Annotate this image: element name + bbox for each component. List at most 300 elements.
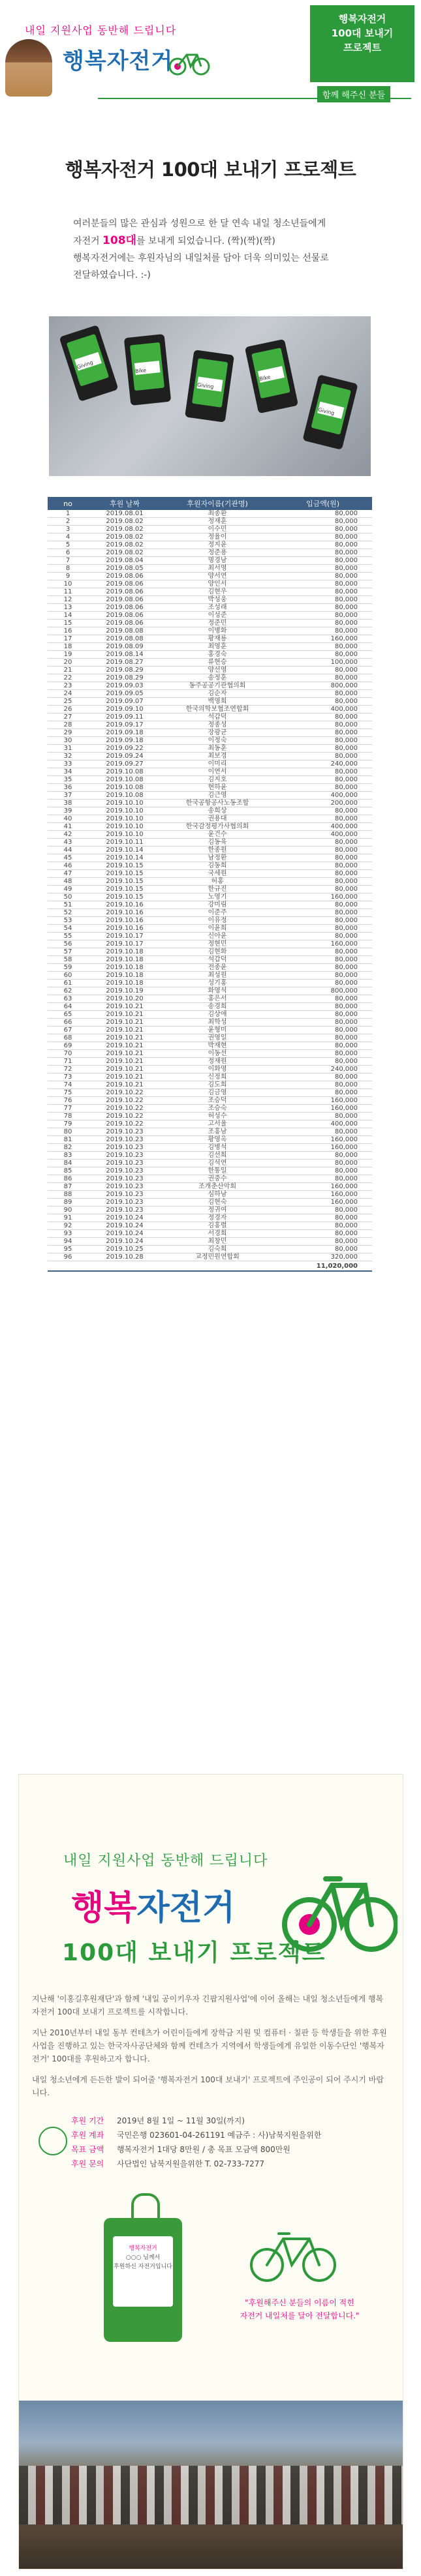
cell-no: 11 (48, 588, 88, 596)
cell-date: 2019.08.08 (88, 635, 161, 643)
cell-donor: 조승숙 (161, 1105, 273, 1113)
cell-no: 42 (48, 831, 88, 839)
cell-donor: 최영훈 (161, 643, 273, 651)
cell-no: 47 (48, 870, 88, 878)
cell-date: 2019.10.22 (88, 1089, 161, 1097)
cell-donor: 정준용 (161, 549, 273, 557)
intro-line-2: 자전거 108대를 보내게 되었습니다. (짝)(짝)(짝) (73, 234, 275, 247)
cell-date: 2019.10.28 (88, 1253, 161, 1261)
banner-box-line-2: 100대 보내기 (331, 27, 394, 39)
cell-amount: 80,000 (273, 533, 372, 541)
table-row (48, 510, 372, 518)
cell-donor: 동주공공기관협의회 (161, 682, 273, 690)
cell-donor: 한규진 (161, 886, 273, 893)
cell-donor: 김동육 (161, 839, 273, 846)
cell-date: 2019.10.10 (88, 831, 161, 839)
col-date: 후원 날짜 (88, 497, 161, 510)
cell-date: 2019.10.23 (88, 1206, 161, 1214)
cell-no: 13 (48, 604, 88, 612)
name-tag-card: Bike (245, 339, 298, 414)
cell-date: 2019.09.18 (88, 729, 161, 737)
cell-date: 2019.10.21 (88, 1019, 161, 1026)
cell-no: 94 (48, 1238, 88, 1246)
cell-date: 2019.10.08 (88, 768, 161, 776)
cell-amount: 80,000 (273, 776, 372, 784)
cell-amount: 80,000 (273, 862, 372, 870)
cell-no: 82 (48, 1144, 88, 1152)
cell-amount: 800,000 (273, 682, 372, 690)
table-row (48, 1246, 372, 1253)
table-row (48, 980, 372, 987)
cell-date: 2019.10.25 (88, 1246, 161, 1253)
cell-donor: 한국의학보협조연합회 (161, 706, 273, 713)
cell-amount: 80,000 (273, 580, 372, 588)
cell-amount: 80,000 (273, 1050, 372, 1058)
cell-amount: 80,000 (273, 753, 372, 760)
cell-no: 59 (48, 964, 88, 972)
cell-no: 84 (48, 1160, 88, 1167)
cell-donor: 심하남 (161, 1191, 273, 1199)
table-row (48, 635, 372, 643)
cell-donor: 조성래 (161, 604, 273, 612)
cell-no: 14 (48, 612, 88, 620)
cell-amount: 80,000 (273, 948, 372, 956)
table-row (48, 901, 372, 909)
table-row (48, 1034, 372, 1042)
table-row (48, 1160, 372, 1167)
cell-date: 2019.10.18 (88, 972, 161, 980)
cell-donor: 최종환 (161, 510, 273, 518)
cell-donor: 황영옥 (161, 1136, 273, 1144)
table-row (48, 893, 372, 901)
cell-donor: 한통일 (161, 1167, 273, 1175)
cell-amount: 160,000 (273, 1105, 372, 1113)
cell-no: 51 (48, 901, 88, 909)
cell-amount: 80,000 (273, 1222, 372, 1230)
cell-no: 56 (48, 940, 88, 948)
cell-no: 9 (48, 573, 88, 580)
cell-donor: 이병화 (161, 627, 273, 635)
cell-donor: 서경희 (161, 1230, 273, 1238)
cell-date: 2019.08.05 (88, 565, 161, 573)
cell-amount: 80,000 (273, 1034, 372, 1042)
cell-date: 2019.10.23 (88, 1199, 161, 1206)
cell-amount: 80,000 (273, 518, 372, 526)
cell-date: 2019.09.22 (88, 745, 161, 753)
poster-title (71, 1880, 235, 1929)
cell-date: 2019.10.16 (88, 901, 161, 909)
cell-date: 2019.10.11 (88, 839, 161, 846)
cell-amount: 80,000 (273, 854, 372, 862)
cell-donor: 박재현 (161, 1042, 273, 1050)
cell-amount: 80,000 (273, 1042, 372, 1050)
cell-amount: 80,000 (273, 1128, 372, 1136)
cell-amount: 80,000 (273, 980, 372, 987)
cell-amount: 240,000 (273, 760, 372, 768)
cell-date: 2019.10.15 (88, 862, 161, 870)
table-row (48, 580, 372, 588)
cell-donor: 박성웅 (161, 596, 273, 604)
table-row (48, 1175, 372, 1183)
cell-amount: 80,000 (273, 839, 372, 846)
cell-amount: 80,000 (273, 526, 372, 533)
cell-no: 66 (48, 1019, 88, 1026)
cell-donor: 남정환 (161, 854, 273, 862)
cell-no: 16 (48, 627, 88, 635)
cell-date: 2019.09.10 (88, 706, 161, 713)
poster-desc-1: 지난해 '이홍길후원재단'과 함께 '내일 공이키우자 긴팝지원사업'에 이어 올해는 내일 청소년들에게 행복자전거 100대 보내기 프로젝트를 시작합니다. (32, 1994, 384, 2016)
cell-donor: 한종원 (161, 846, 273, 854)
table-body (48, 510, 372, 1271)
cell-donor: 최성원 (161, 972, 273, 980)
cell-donor: 국세원 (161, 870, 273, 878)
table-row (48, 596, 372, 604)
cell-date: 2019.10.23 (88, 1152, 161, 1160)
cell-donor: 강미림 (161, 901, 273, 909)
cell-no: 80 (48, 1128, 88, 1136)
cell-amount: 80,000 (273, 1073, 372, 1081)
cell-date: 2019.08.06 (88, 596, 161, 604)
cell-donor: 이화영 (161, 1066, 273, 1073)
cell-no: 76 (48, 1097, 88, 1105)
cell-donor: 이미리 (161, 760, 273, 768)
intro-line-1: 여러분들의 많은 관심과 성원으로 한 달 연속 내일 청소년들에게 (73, 218, 326, 229)
cell-donor: 장광균 (161, 729, 273, 737)
banner-title-b: 자전거 (106, 48, 174, 74)
cell-amount: 80,000 (273, 549, 372, 557)
table-row (48, 674, 372, 682)
cell-date: 2019.10.18 (88, 956, 161, 964)
cell-date: 2019.10.17 (88, 933, 161, 940)
cell-no: 15 (48, 620, 88, 627)
table-row (48, 839, 372, 846)
cell-no: 45 (48, 854, 88, 862)
info-goal: 목표 금액 행복자전거 1대당 8만원 / 총 목표 모금액 800만원 (71, 2145, 290, 2154)
table-row (48, 659, 372, 666)
table-row (48, 1152, 372, 1160)
intro-line-4: 전달하였습니다. :-) (73, 270, 151, 280)
bike-icon (168, 46, 210, 77)
info-contact: 후원 문의 사단법인 남북지원을위한 T. 02-733-7277 (71, 2159, 265, 2168)
name-tag-card: Bike (124, 334, 172, 406)
cell-date: 2019.10.21 (88, 1081, 161, 1089)
cell-donor: 김병석 (161, 1144, 273, 1152)
cell-date: 2019.08.06 (88, 588, 161, 596)
cell-donor: 화영석 (161, 987, 273, 995)
cell-amount: 80,000 (273, 1026, 372, 1034)
cell-donor: 교정민원연합회 (161, 1253, 273, 1261)
cell-amount: 400,000 (273, 1120, 372, 1128)
table-row (48, 1199, 372, 1206)
cell-date: 2019.10.24 (88, 1222, 161, 1230)
table-row (48, 933, 372, 940)
cell-amount: 80,000 (273, 1160, 372, 1167)
table-row (48, 620, 372, 627)
cell-amount: 80,000 (273, 964, 372, 972)
cell-amount: 80,000 (273, 846, 372, 854)
cell-donor: 조승덕 (161, 1097, 273, 1105)
cell-donor: 양서연 (161, 573, 273, 580)
cell-amount: 400,000 (273, 831, 372, 839)
cell-amount: 200,000 (273, 800, 372, 807)
cell-amount: 160,000 (273, 1199, 372, 1206)
cell-date: 2019.08.02 (88, 549, 161, 557)
cell-donor: 권영일 (161, 1034, 273, 1042)
table-row (48, 964, 372, 972)
cell-donor: 정재원 (161, 1058, 273, 1066)
cell-no: 85 (48, 1167, 88, 1175)
cell-amount: 80,000 (273, 995, 372, 1003)
table-row (48, 815, 372, 823)
table-row (48, 807, 372, 815)
cell-donor: 석갑덕 (161, 713, 273, 721)
table-row (48, 690, 372, 698)
table-row (48, 948, 372, 956)
cell-amount: 80,000 (273, 768, 372, 776)
cell-amount: 80,000 (273, 674, 372, 682)
table-row (48, 823, 372, 831)
table-row (48, 1073, 372, 1081)
cell-amount: 80,000 (273, 573, 372, 580)
cell-no: 70 (48, 1050, 88, 1058)
cell-no: 41 (48, 823, 88, 831)
cell-no: 55 (48, 933, 88, 940)
cell-date: 2019.10.23 (88, 1136, 161, 1144)
cell-amount: 80,000 (273, 612, 372, 620)
cell-amount: 80,000 (273, 784, 372, 792)
cell-donor: 정현민 (161, 940, 273, 948)
cell-donor: 정율이 (161, 533, 273, 541)
cell-amount: 80,000 (273, 1019, 372, 1026)
table-row (48, 604, 372, 612)
cell-donor: 이성준 (161, 612, 273, 620)
cell-donor: 윤건수 (161, 831, 273, 839)
table-row (48, 1058, 372, 1066)
table-header-row (48, 497, 372, 510)
hands-icon (39, 2127, 67, 2155)
banner-box-line-3: 프로젝트 (343, 42, 381, 53)
cell-no: 10 (48, 580, 88, 588)
table-row (48, 1144, 372, 1152)
cell-date: 2019.09.27 (88, 760, 161, 768)
cell-no: 6 (48, 549, 88, 557)
cell-amount: 80,000 (273, 1238, 372, 1246)
intro-text (73, 215, 347, 284)
table-row (48, 737, 372, 745)
cell-no: 92 (48, 1222, 88, 1230)
cell-donor: 고서율 (161, 1120, 273, 1128)
table-row (48, 698, 372, 706)
table-row (48, 972, 372, 980)
project-poster (18, 1774, 403, 2569)
table-row (48, 745, 372, 753)
cell-no: 4 (48, 533, 88, 541)
cell-date: 2019.10.10 (88, 800, 161, 807)
cell-date: 2019.10.23 (88, 1175, 161, 1183)
tag-strap (131, 2193, 160, 2228)
bike-outline-icon (247, 2224, 339, 2283)
cell-date: 2019.09.11 (88, 713, 161, 721)
cell-no: 25 (48, 698, 88, 706)
cell-date: 2019.10.24 (88, 1238, 161, 1246)
cell-no: 17 (48, 635, 88, 643)
cell-no: 79 (48, 1120, 88, 1128)
cell-no: 21 (48, 666, 88, 674)
cell-amount: 80,000 (273, 745, 372, 753)
cell-amount: 80,000 (273, 972, 372, 980)
cell-donor: 신정희 (161, 1073, 273, 1081)
table-row (48, 1222, 372, 1230)
cell-donor: 정지윤 (161, 541, 273, 549)
cell-amount: 160,000 (273, 1136, 372, 1144)
table-row (48, 1011, 372, 1019)
table-row (48, 1019, 372, 1026)
cell-no: 74 (48, 1081, 88, 1089)
cell-no: 72 (48, 1066, 88, 1073)
table-row (48, 1113, 372, 1120)
table-row (48, 846, 372, 854)
cell-amount: 160,000 (273, 1183, 372, 1191)
table-row (48, 666, 372, 674)
cell-donor: 김금영 (161, 1089, 273, 1097)
cell-amount: 80,000 (273, 878, 372, 886)
cell-no: 61 (48, 980, 88, 987)
cell-no: 62 (48, 987, 88, 995)
cell-amount: 80,000 (273, 565, 372, 573)
cell-no: 26 (48, 706, 88, 713)
table-row (48, 870, 372, 878)
cell-date: 2019.10.23 (88, 1144, 161, 1152)
cell-amount: 400,000 (273, 792, 372, 800)
table-row (48, 776, 372, 784)
cell-no: 81 (48, 1136, 88, 1144)
cell-date: 2019.10.22 (88, 1113, 161, 1120)
cell-donor: 한국감정평가사협의회 (161, 823, 273, 831)
cell-donor: 정재훈 (161, 518, 273, 526)
cell-amount: 80,000 (273, 1230, 372, 1238)
cell-date: 2019.10.15 (88, 878, 161, 886)
cell-donor: 이윤희 (161, 925, 273, 933)
cell-date: 2019.10.18 (88, 948, 161, 956)
cell-date: 2019.10.15 (88, 893, 161, 901)
intro-bike-count: 108대 (102, 234, 136, 247)
cell-donor: 최서영 (161, 565, 273, 573)
cell-date: 2019.08.02 (88, 526, 161, 533)
table-total-row (48, 1261, 372, 1272)
cell-no: 46 (48, 862, 88, 870)
table-row (48, 800, 372, 807)
cell-amount: 80,000 (273, 1214, 372, 1222)
cell-no: 53 (48, 917, 88, 925)
cell-amount: 80,000 (273, 510, 372, 518)
cell-no: 67 (48, 1026, 88, 1034)
cell-date: 2019.10.21 (88, 1026, 161, 1034)
cell-no: 90 (48, 1206, 88, 1214)
name-tag-card: Giving (185, 350, 234, 423)
cell-amount: 80,000 (273, 1206, 372, 1214)
cell-amount: 80,000 (273, 1081, 372, 1089)
cell-donor: 권중수 (161, 1175, 273, 1183)
cell-amount: 80,000 (273, 627, 372, 635)
cell-no: 44 (48, 846, 88, 854)
cell-donor: 이유정 (161, 917, 273, 925)
cell-amount: 80,000 (273, 1113, 372, 1120)
cell-donor: 송희상 (161, 807, 273, 815)
table-row (48, 1066, 372, 1073)
page-title: 행복자전거 100대 보내기 프로젝트 (65, 158, 356, 181)
cell-date: 2019.08.01 (88, 510, 161, 518)
table-row (48, 643, 372, 651)
col-no: no (48, 497, 88, 510)
cell-date: 2019.10.10 (88, 807, 161, 815)
banner-project-box (310, 5, 414, 82)
table-row (48, 862, 372, 870)
cell-date: 2019.10.21 (88, 1073, 161, 1081)
cell-donor: 권용대 (161, 815, 273, 823)
banner-tagline: 내일 지원사업 동반해 드립니다 (25, 24, 177, 37)
cell-donor: 홍경숙 (161, 651, 273, 659)
cell-date: 2019.10.21 (88, 1042, 161, 1050)
cell-date: 2019.08.09 (88, 643, 161, 651)
cell-donor: 김지호 (161, 776, 273, 784)
cell-no: 54 (48, 925, 88, 933)
cell-date: 2019.10.15 (88, 870, 161, 878)
cell-no: 2 (48, 518, 88, 526)
banner-title (63, 43, 173, 75)
cell-donor: 황재룡 (161, 635, 273, 643)
cell-no: 60 (48, 972, 88, 980)
cell-no: 69 (48, 1042, 88, 1050)
name-tag-illustration (104, 2218, 182, 2342)
cell-date: 2019.10.14 (88, 854, 161, 862)
table-row (48, 549, 372, 557)
cell-amount: 160,000 (273, 1144, 372, 1152)
cell-amount: 80,000 (273, 1011, 372, 1019)
table-row (48, 1026, 372, 1034)
cell-date: 2019.08.29 (88, 674, 161, 682)
table-row (48, 1042, 372, 1050)
cell-date: 2019.10.23 (88, 1191, 161, 1199)
cell-donor: 성기홍 (161, 980, 273, 987)
cell-amount: 80,000 (273, 870, 372, 878)
cell-no: 48 (48, 878, 88, 886)
cell-no: 32 (48, 753, 88, 760)
cell-donor: 김현숙 (161, 1199, 273, 1206)
poster-desc-2: 지난 2010년부터 내일 동부 컨테츠가 어린이들에게 장학금 지원 및 컴퓨터 · 칠판 등 학생들을 위한 후원사업을 진행하고 있는 한국자사공단체와 함께 컨테츠가 지역에서 학생들에게 유일한 이동수단인 '행복자전거' 100대를 후원하고자 합니다. (32, 2028, 387, 2063)
poster-tagline: 내일 지원사업 동반해 드립니다 (63, 1853, 268, 1869)
table-row (48, 854, 372, 862)
table-row (48, 1081, 372, 1089)
cell-amount: 80,000 (273, 713, 372, 721)
cell-date: 2019.10.16 (88, 925, 161, 933)
cell-no: 8 (48, 565, 88, 573)
cell-donor: 조홍남 (161, 1128, 273, 1136)
cell-date: 2019.10.17 (88, 940, 161, 948)
cell-amount: 80,000 (273, 541, 372, 549)
cell-donor: 허홍 (161, 878, 273, 886)
poster-title-b: 자전거 (136, 1889, 236, 1928)
info-account: 후원 계좌 국민은행 023601-04-261191 예금주 : 사)남북지원을위한 (71, 2131, 322, 2140)
cell-donor: 송정훈 (161, 674, 273, 682)
name-tag-card: Giving (302, 374, 358, 450)
cell-date: 2019.08.02 (88, 518, 161, 526)
cell-date: 2019.08.06 (88, 604, 161, 612)
cell-amount: 80,000 (273, 643, 372, 651)
cell-no: 37 (48, 792, 88, 800)
cell-date: 2019.10.08 (88, 776, 161, 784)
table-row (48, 1120, 372, 1128)
cell-no: 35 (48, 776, 88, 784)
